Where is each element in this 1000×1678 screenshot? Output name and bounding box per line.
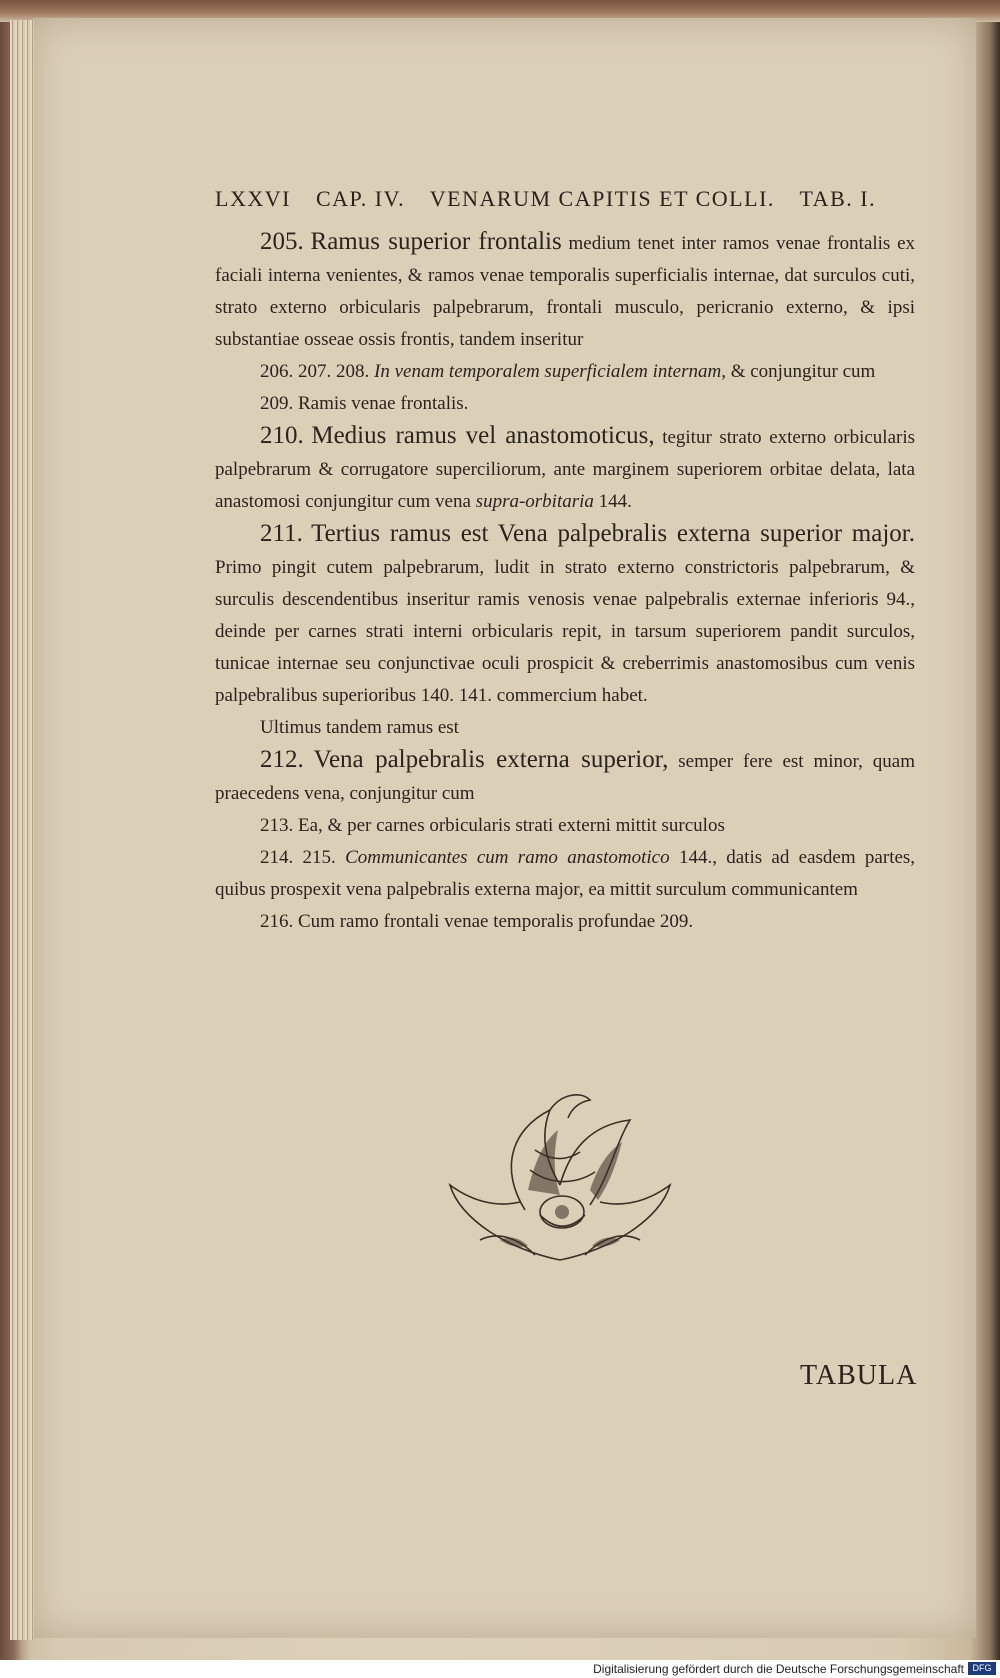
paragraph-text: Ramis venae frontalis.: [298, 393, 469, 414]
paragraph-number: 212.: [260, 746, 304, 773]
page-number: LXXVI: [215, 186, 291, 211]
table-reference: TAB. I.: [799, 186, 877, 211]
paragraph-text: Ea, & per carnes orbicularis strati externi mittit surculos: [298, 815, 725, 836]
chapter-label: CAP. IV.: [315, 186, 406, 211]
paragraph-212: [215, 744, 915, 810]
paragraph-number: 213.: [260, 815, 294, 836]
paragraph-213: [215, 810, 915, 842]
paragraph-heading: Vena palpebralis externa superior,: [313, 746, 669, 773]
paragraph-text: medium tenet inter ramos venae frontalis ex faciali interna venientes, & ramos venae temporalis superficialis internae, dat surculos cuti, strato externo orbicularis palpebrarum, frontali musculo, pericranio externo, & ipsi substantiae osseae ossis frontis, tandem inseritur: [215, 233, 916, 350]
paragraph-text: Primo pingit cutem palpebrarum, ludit in strato externo constrictoris palpebrarum, & surculis descendentibus inseritur ramis venosis venae palpebralis externae inferioris 94., deinde per carnes strati interni orbicularis repit, in tarsum superiorem pandit surculos, tunicae internae seu conjunctivae oculi prospicit & creberrimis anastomosibus cum venis palpebralibus superioribus 140. 141. commercium habet.: [215, 557, 915, 706]
paragraph-number: 205.: [260, 228, 304, 255]
paragraph-text: & conjungitur cum: [730, 361, 876, 382]
paragraph-number: 214. 215.: [260, 847, 336, 868]
paragraph-206: [215, 356, 915, 388]
chapter-title: VENARUM CAPITIS ET COLLI.: [429, 186, 775, 211]
rococo-ornament: [440, 1090, 680, 1280]
paragraph-italic: Communicantes cum ramo anastomotico: [345, 847, 670, 868]
paragraph-heading: Medius ramus vel anastomoticus,: [311, 422, 655, 449]
paragraph-italic: In venam temporalem superficialem internam,: [374, 361, 726, 382]
paragraph-text: Cum ramo frontali venae temporalis profundae 209.: [298, 911, 694, 932]
paragraph-number: 210.: [260, 422, 304, 449]
paragraph-heading: Ramus superior frontalis: [310, 228, 562, 255]
paragraph-ultimus: Ultimus tandem ramus est: [260, 717, 459, 738]
paragraph-210: [215, 420, 915, 518]
paragraph-number: 209.: [260, 393, 294, 414]
paragraph-205: [215, 226, 915, 356]
paragraph-211: [215, 518, 915, 712]
body-text: [215, 226, 915, 938]
paragraph-italic: supra-orbitaria: [475, 491, 594, 512]
paragraph-number: 211.: [260, 520, 303, 547]
paragraph-number: 216.: [260, 911, 294, 932]
footer-bar: [0, 1660, 1000, 1678]
paragraph-216: [215, 906, 915, 938]
paragraph-heading: Tertius ramus est Vena palpebralis externa superior major.: [311, 520, 915, 547]
page-fore-edge: [10, 20, 34, 1640]
paragraph-209: [215, 388, 915, 420]
running-header: [215, 186, 915, 212]
paragraph-text: semper fere est minor, quam praecedens vena, conjungitur cum: [215, 751, 916, 804]
catchword: TABULA: [800, 1360, 918, 1391]
paragraph-214: [215, 842, 915, 906]
dfg-logo: DFG: [968, 1662, 996, 1675]
footer-credit: Digitalisierung gefördert durch die Deutsche Forschungsgemeinschaft: [593, 1662, 964, 1676]
paragraph-text: 144., datis ad easdem partes, quibus prospexit vena palpebralis externa major, ea mittit surculum communicantem: [215, 847, 916, 900]
paragraph-number: 206. 207. 208.: [260, 361, 370, 382]
paragraph-text: tegitur strato externo orbicularis palpebrarum & corrugatore superciliorum, ante marginem superiorem orbitae delata, lata anastomosi conjungitur cum vena: [215, 427, 916, 512]
paragraph-reference: 144.: [598, 491, 632, 512]
